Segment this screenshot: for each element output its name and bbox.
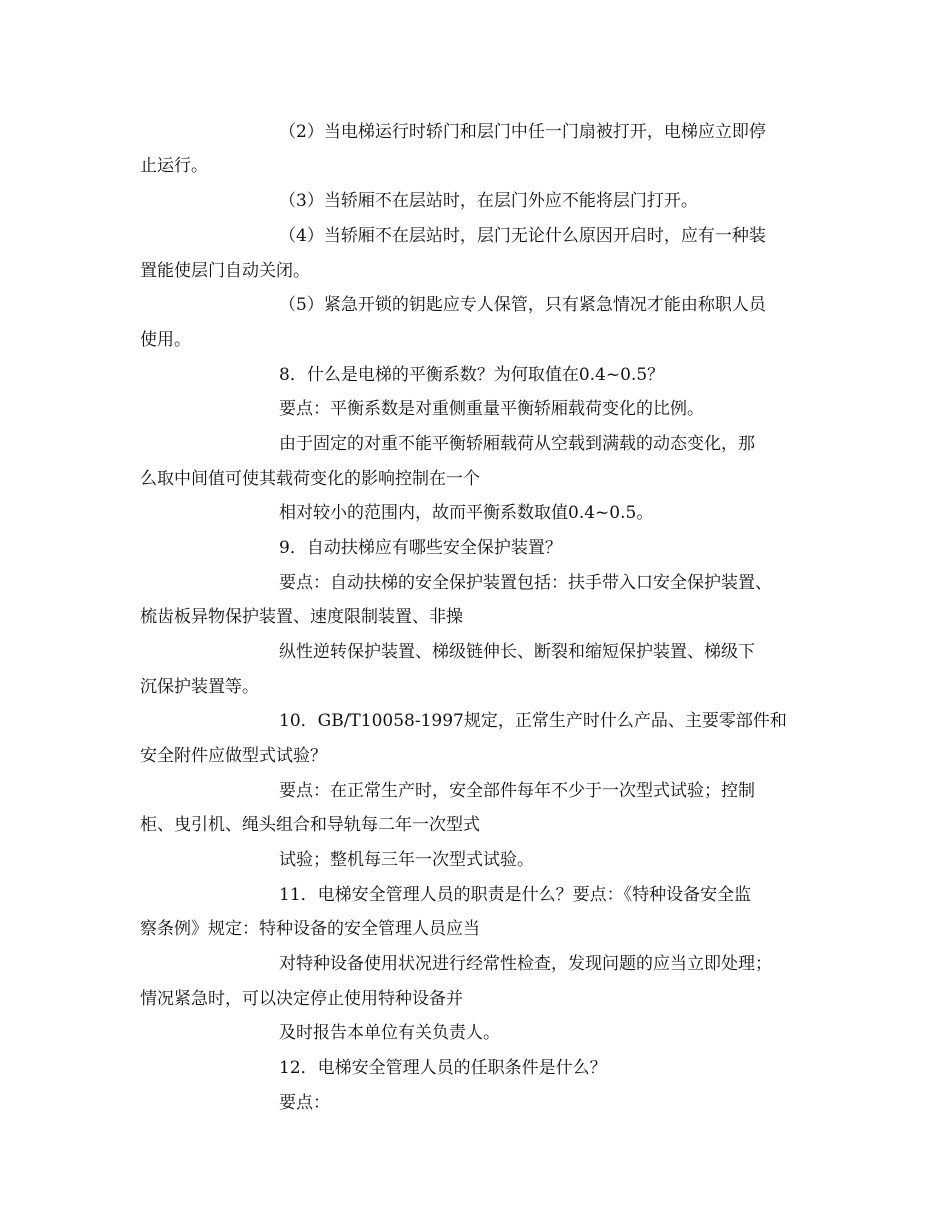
text-line: 柜、曳引机、绳头组合和导轨每二年一次型式 [140,815,480,835]
text-line: 梳齿板异物保护装置、速度限制装置、非操 [140,607,463,627]
question-heading: 8．什么是电梯的平衡系数？为何取值在0.4~0.5？ [279,365,665,385]
question-heading: 12．电梯安全管理人员的任职条件是什么？ [279,1058,607,1078]
text-line: 情况紧急时，可以决定停止使用特种设备并 [140,989,463,1009]
question-heading: 10．GB/T10058-1997规定，正常生产时什么产品、主要零部件和 [279,711,787,731]
text-line: 置能使层门自动关闭。 [140,261,310,281]
text-line: 由于固定的对重不能平衡轿厢载荷从空载到满载的动态变化，那 [279,434,755,454]
text-line: 止运行。 [140,156,208,176]
text-line: 纵性逆转保护装置、梯级链伸长、断裂和缩短保护装置、梯级下 [279,642,755,662]
text-line: （3）当轿厢不在层站时，在层门外应不能将层门打开。 [279,191,698,211]
text-line: 察条例》规定：特种设备的安全管理人员应当 [140,919,480,939]
text-line: 安全附件应做型式试验？ [140,746,327,766]
question-heading: 9．自动扶梯应有哪些安全保护装置？ [279,538,562,558]
text-line: 沉保护装置等。 [140,677,259,697]
text-line: 要点：自动扶梯的安全保护装置包括：扶手带入口安全保护装置、 [279,573,772,593]
text-line: 试验；整机每三年一次型式试验。 [279,850,534,870]
text-line: 使用。 [140,330,191,350]
text-line: 相对较小的范围内，故而平衡系数取值0.4~0.5。 [279,503,654,523]
text-line: （4）当轿厢不在层站时，层门无论什么原因开启时，应有一种装 [279,226,766,246]
text-line: 么取中间值可使其载荷变化的影响控制在一个 [140,469,480,489]
text-line: （2）当电梯运行时轿门和层门中任一门扇被打开，电梯应立即停 [279,122,766,142]
text-line: 及时报告本单位有关负责人。 [279,1023,500,1043]
text-line: 要点： [279,1093,330,1113]
text-line: 要点：在正常生产时，安全部件每年不少于一次型式试验；控制 [279,781,755,801]
text-line: 对特种设备使用状况进行经常性检查，发现问题的应当立即处理； [279,954,772,974]
text-line: 要点：平衡系数是对重侧重量平衡轿厢载荷变化的比例。 [279,399,704,419]
text-line: （5）紧急开锁的钥匙应专人保管，只有紧急情况才能由称职人员 [279,295,766,315]
question-heading: 11．电梯安全管理人员的职责是什么？要点：《特种设备安全监 [279,885,752,905]
